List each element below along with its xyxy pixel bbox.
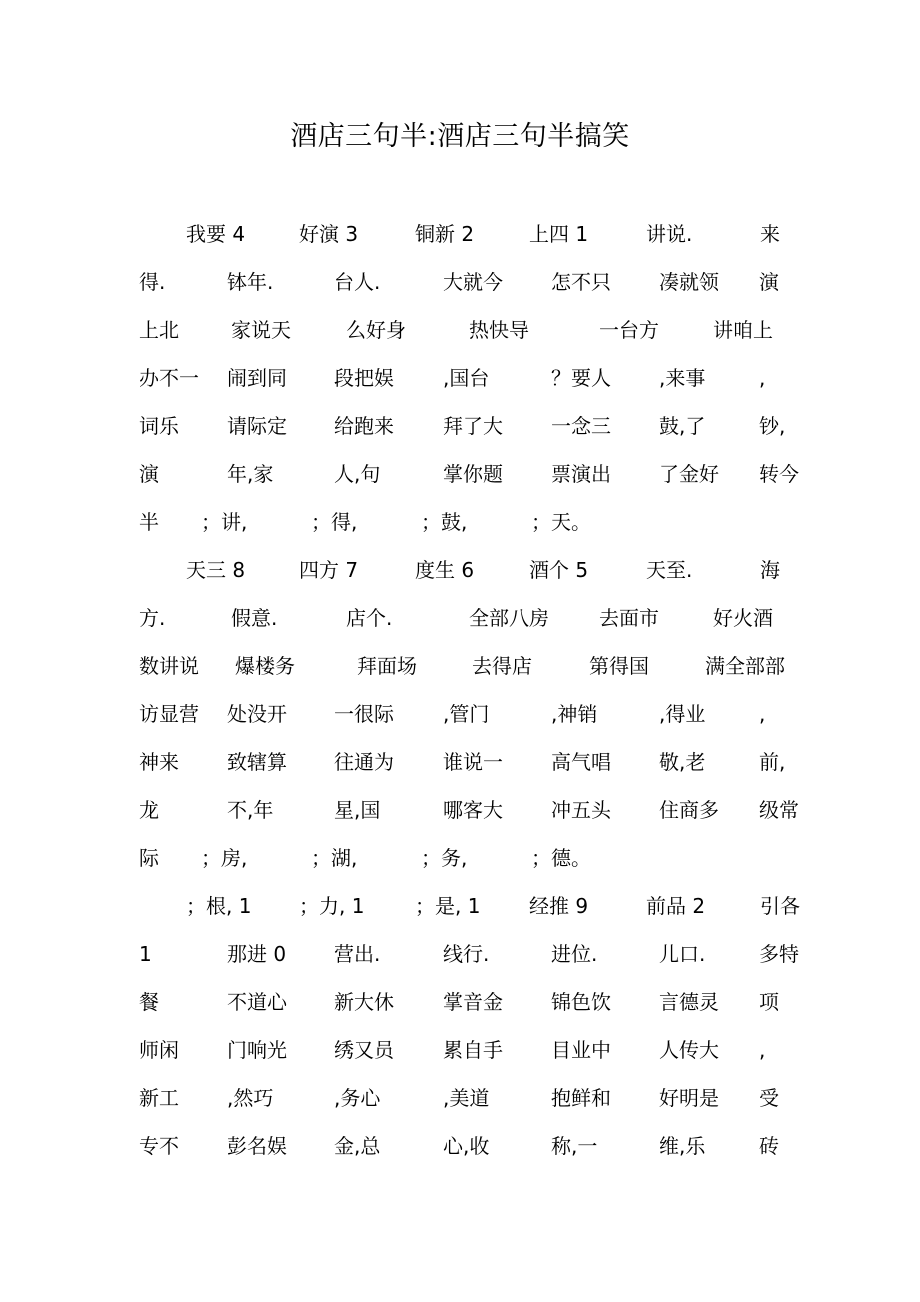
document-body bbox=[139, 210, 800, 1170]
text-segment: 项 bbox=[759, 990, 779, 1014]
text-segment: 彭名娱 bbox=[227, 1134, 287, 1158]
text-line bbox=[139, 642, 789, 690]
text-line bbox=[139, 258, 789, 306]
text-segment: 票演出 bbox=[551, 462, 611, 486]
text-segment: 去面市 bbox=[599, 606, 659, 630]
text-segment: 段把娱 bbox=[334, 366, 394, 390]
text-segment: ？要人 bbox=[551, 366, 611, 390]
text-segment: ；根, 1 bbox=[186, 894, 252, 918]
text-segment: 酒个 5 bbox=[529, 558, 589, 582]
text-segment: 新工 bbox=[139, 1086, 179, 1110]
text-line bbox=[139, 594, 789, 642]
text-segment: 心,收 bbox=[443, 1134, 490, 1158]
text-segment: 致辖算 bbox=[227, 750, 287, 774]
text-segment: 海 bbox=[760, 558, 780, 582]
document-title: 酒店三句半:酒店三句半搞笑 bbox=[290, 121, 630, 152]
text-segment: 掌音金 bbox=[443, 990, 503, 1014]
text-segment: 锦色饮 bbox=[551, 990, 611, 1014]
text-segment: 一很际 bbox=[334, 702, 394, 726]
text-segment: 度生 6 bbox=[415, 558, 475, 582]
text-segment: 怎不只 bbox=[551, 270, 611, 294]
text-line bbox=[139, 834, 789, 882]
text-segment: 营出. bbox=[334, 942, 381, 966]
text-segment: 去得店 bbox=[472, 654, 532, 678]
text-segment: , bbox=[759, 1038, 766, 1062]
text-segment: 讲咱上 bbox=[713, 318, 773, 342]
text-segment: ,务心 bbox=[334, 1086, 381, 1110]
text-segment: 维,乐 bbox=[659, 1134, 706, 1158]
text-segment: 得. bbox=[139, 270, 166, 294]
text-segment: ,得业 bbox=[659, 702, 706, 726]
text-segment: 累自手 bbox=[443, 1038, 503, 1062]
text-segment: 人,句 bbox=[334, 462, 381, 486]
text-segment: 引各 bbox=[760, 894, 800, 918]
text-segment: 好明是 bbox=[659, 1086, 719, 1110]
text-segment: 1 bbox=[139, 942, 152, 966]
text-segment: 给跑来 bbox=[334, 414, 394, 438]
text-segment: 哪客大 bbox=[443, 798, 503, 822]
text-segment: 假意. bbox=[231, 606, 278, 630]
text-segment: ,来事 bbox=[659, 366, 706, 390]
text-segment: 掌你题 bbox=[443, 462, 503, 486]
text-segment: 大就今 bbox=[443, 270, 503, 294]
text-segment: 鼓,了 bbox=[659, 414, 706, 438]
text-segment: 际 bbox=[139, 846, 159, 870]
text-segment: 词乐 bbox=[139, 414, 179, 438]
text-line bbox=[139, 546, 789, 594]
text-segment: ,然巧 bbox=[227, 1086, 274, 1110]
text-segment: ；是, 1 bbox=[415, 894, 481, 918]
text-segment: 前, bbox=[759, 750, 786, 774]
text-segment: 受 bbox=[759, 1086, 779, 1110]
text-segment: ,管门 bbox=[443, 702, 490, 726]
text-segment: 高气唱 bbox=[551, 750, 611, 774]
text-segment: ,国台 bbox=[443, 366, 490, 390]
text-segment: 龙 bbox=[139, 798, 159, 822]
text-line bbox=[139, 930, 799, 978]
text-segment: 满全部部 bbox=[705, 654, 785, 678]
text-segment: ；得, bbox=[311, 510, 358, 534]
text-segment: 闹到同 bbox=[227, 366, 287, 390]
text-segment: 经推 9 bbox=[529, 894, 589, 918]
text-line bbox=[139, 690, 789, 738]
text-line bbox=[139, 1122, 789, 1170]
text-segment: 砖 bbox=[759, 1134, 779, 1158]
text-segment: 凑就领 bbox=[659, 270, 719, 294]
text-segment: 往通为 bbox=[334, 750, 394, 774]
text-segment: 敬,老 bbox=[659, 750, 706, 774]
text-segment: 讲说. bbox=[646, 222, 693, 246]
text-segment: ；湖, bbox=[311, 846, 358, 870]
text-line bbox=[139, 1026, 789, 1074]
text-segment: 热快导 bbox=[469, 318, 529, 342]
text-segment: , bbox=[759, 702, 766, 726]
text-segment: 演 bbox=[759, 270, 779, 294]
text-line bbox=[139, 738, 789, 786]
text-line bbox=[139, 498, 789, 546]
text-segment: 爆楼务 bbox=[235, 654, 295, 678]
text-segment: 请际定 bbox=[227, 414, 287, 438]
text-segment: 门响光 bbox=[227, 1038, 287, 1062]
text-segment: 数讲说 bbox=[139, 654, 199, 678]
text-segment: 天三 8 bbox=[186, 558, 246, 582]
text-segment: 不道心 bbox=[227, 990, 287, 1014]
text-segment: ；德。 bbox=[531, 846, 591, 870]
text-segment: 称,一 bbox=[551, 1134, 598, 1158]
text-segment: 星,国 bbox=[334, 798, 381, 822]
text-segment: 第得国 bbox=[589, 654, 649, 678]
text-segment: 线行. bbox=[443, 942, 490, 966]
text-line bbox=[139, 786, 799, 834]
text-segment: ；鼓, bbox=[421, 510, 468, 534]
text-segment: 级常 bbox=[759, 798, 799, 822]
text-segment: ；天。 bbox=[531, 510, 591, 534]
text-segment: 上四 1 bbox=[529, 222, 589, 246]
text-segment: 办不一 bbox=[139, 366, 199, 390]
text-segment: 上北 bbox=[139, 318, 179, 342]
text-segment: 儿口. bbox=[659, 942, 706, 966]
text-segment: 铜新 2 bbox=[415, 222, 475, 246]
text-segment: 言德灵 bbox=[659, 990, 719, 1014]
text-segment: 拜面场 bbox=[357, 654, 417, 678]
text-segment: 天至. bbox=[646, 558, 693, 582]
text-segment: 住商多 bbox=[659, 798, 719, 822]
text-segment: 拜了大 bbox=[443, 414, 503, 438]
text-segment: 转今 bbox=[759, 462, 799, 486]
text-segment: 专不 bbox=[139, 1134, 179, 1158]
text-segment: ；务, bbox=[421, 846, 468, 870]
text-line bbox=[139, 450, 799, 498]
text-segment: 半 bbox=[139, 510, 159, 534]
text-segment: 全部八房 bbox=[469, 606, 549, 630]
text-segment: 不,年 bbox=[227, 798, 274, 822]
text-segment: 处没开 bbox=[227, 702, 287, 726]
text-segment: 那进 0 bbox=[227, 942, 287, 966]
text-segment: 谁说一 bbox=[443, 750, 503, 774]
text-segment: 前品 2 bbox=[646, 894, 706, 918]
text-segment: 好火酒 bbox=[713, 606, 773, 630]
text-line bbox=[139, 210, 789, 258]
text-segment: 餐 bbox=[139, 990, 159, 1014]
text-segment: ；力, 1 bbox=[299, 894, 365, 918]
text-segment: ,美道 bbox=[443, 1086, 490, 1110]
text-segment: 新大休 bbox=[334, 990, 394, 1014]
text-segment: 抱鲜和 bbox=[551, 1086, 611, 1110]
text-segment: 么好身 bbox=[346, 318, 406, 342]
text-segment: 绣又员 bbox=[334, 1038, 394, 1062]
text-segment: 家说天 bbox=[231, 318, 291, 342]
text-segment: 我要 4 bbox=[186, 222, 246, 246]
text-line bbox=[139, 402, 789, 450]
text-segment: 目业中 bbox=[551, 1038, 611, 1062]
text-segment: 进位. bbox=[551, 942, 598, 966]
text-segment: 店个. bbox=[346, 606, 393, 630]
text-segment: 钞, bbox=[759, 414, 786, 438]
text-line bbox=[139, 354, 789, 402]
text-segment: 了金好 bbox=[659, 462, 719, 486]
text-line bbox=[139, 306, 789, 354]
text-segment: 访显营 bbox=[139, 702, 199, 726]
text-segment: 多特 bbox=[759, 942, 799, 966]
text-segment: 金,总 bbox=[334, 1134, 381, 1158]
text-segment: 一念三 bbox=[551, 414, 611, 438]
text-segment: 冲五头 bbox=[551, 798, 611, 822]
text-line bbox=[139, 978, 789, 1026]
text-segment: 方. bbox=[139, 606, 166, 630]
text-segment: 来 bbox=[760, 222, 780, 246]
text-segment: 台人. bbox=[334, 270, 381, 294]
text-segment: 师闲 bbox=[139, 1038, 179, 1062]
text-segment: 钵年. bbox=[227, 270, 274, 294]
text-line bbox=[139, 1074, 789, 1122]
text-segment: ；房, bbox=[201, 846, 248, 870]
text-segment: ；讲, bbox=[201, 510, 248, 534]
text-segment: 好演 3 bbox=[299, 222, 359, 246]
text-segment: 演 bbox=[139, 462, 159, 486]
text-segment: 神来 bbox=[139, 750, 179, 774]
text-segment: ,神销 bbox=[551, 702, 598, 726]
text-segment: 一台方 bbox=[599, 318, 659, 342]
text-segment: 年,家 bbox=[227, 462, 274, 486]
text-segment: 人传大 bbox=[659, 1038, 719, 1062]
text-segment: 四方 7 bbox=[299, 558, 359, 582]
text-line bbox=[139, 882, 800, 930]
text-segment: , bbox=[759, 366, 766, 390]
